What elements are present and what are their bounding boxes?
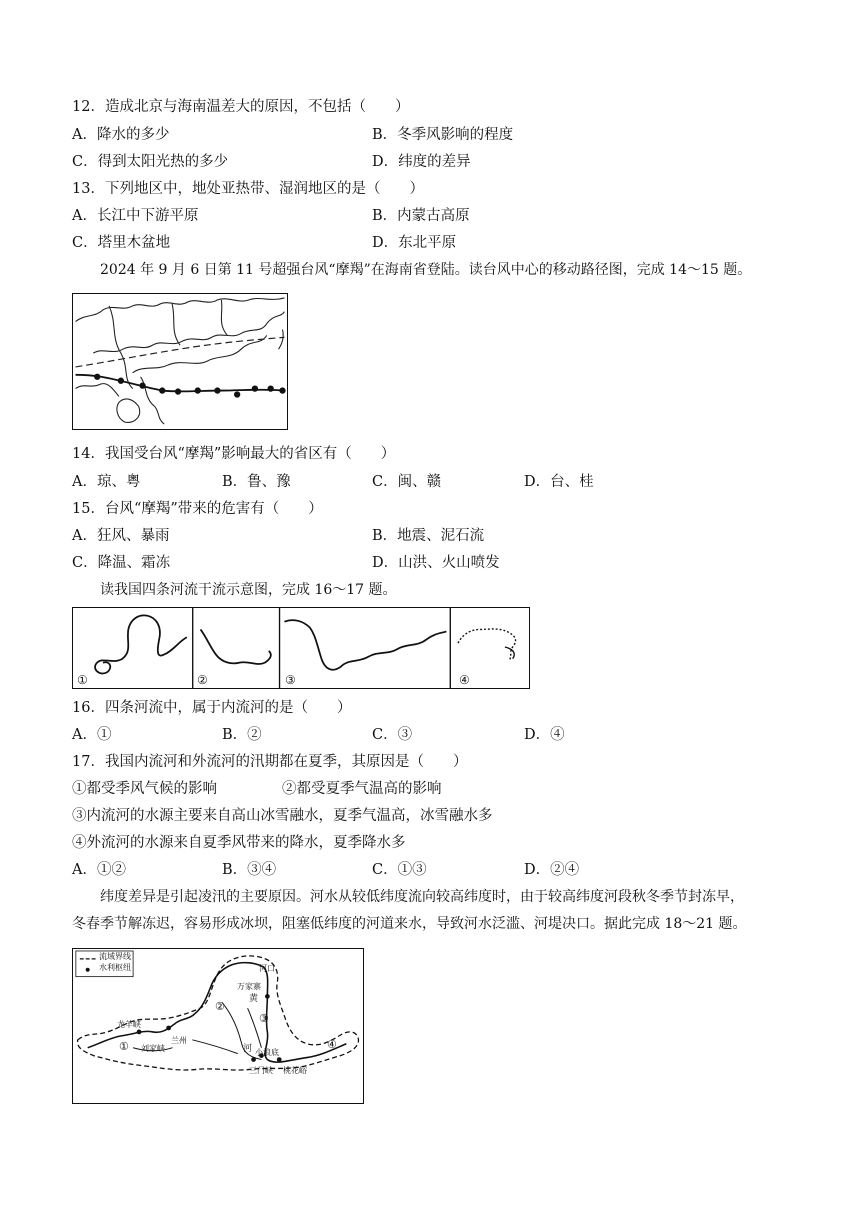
q17-statement-1: ①都受季风气候的影响 <box>72 781 217 797</box>
q16-option-b[interactable]: B．② <box>222 727 262 743</box>
region-3-label: ③ <box>259 1012 269 1025</box>
yellow-river-basin-map <box>72 948 364 1104</box>
q12-option-b[interactable]: B．冬季风影响的程度 <box>372 127 514 143</box>
q12-option-a[interactable]: A．降水的多少 <box>72 127 170 143</box>
label-xiaolangdi: 小浪底 <box>255 1048 279 1057</box>
q15-option-d[interactable]: D．山洪、火山喷发 <box>372 555 500 571</box>
region-1-label: ① <box>119 1040 129 1053</box>
intro-ice-line-2: 冬春季节解冻迟，容易形成冰坝，阻塞低纬度的河道来水，导致河水泛滥、河堤决口。据此完成 18～21 题。 <box>72 916 747 932</box>
q14-option-a[interactable]: A．琼、粤 <box>72 474 141 490</box>
q17-statement-4: ④外流河的水源来自夏季风带来的降水，夏季降水多 <box>72 835 406 851</box>
q14-option-d[interactable]: D．台、桂 <box>524 474 594 490</box>
q17-option-c[interactable]: C．①③ <box>372 862 427 878</box>
q13-stem: 13．下列地区中，地处亚热带、湿润地区的是（ ） <box>72 181 424 197</box>
q13-option-d[interactable]: D．东北平原 <box>372 235 457 251</box>
q13-option-a[interactable]: A．长江中下游平原 <box>72 208 199 224</box>
label-liujiaxia: 刘家峡 <box>141 1044 165 1053</box>
river-panel-1-label: ① <box>77 673 88 687</box>
label-huang: 黄 <box>249 994 259 1004</box>
q17-option-d[interactable]: D．②④ <box>524 862 580 878</box>
region-4-label: ④ <box>327 1038 337 1051</box>
label-longyangxia: 龙羊峡 <box>117 1020 141 1029</box>
intro-rivers: 读我国四条河流干流示意图，完成 16～17 题。 <box>100 582 397 598</box>
typhoon-path-map <box>72 293 288 430</box>
river-panel-3-label: ③ <box>285 673 296 687</box>
q14-stem: 14．我国受台风“摩羯”影响最大的省区有（ ） <box>72 446 396 462</box>
label-he: 河 <box>243 1044 253 1054</box>
region-2-label: ② <box>215 1000 225 1013</box>
label-wanjiazhai: 万家寨 <box>237 982 261 991</box>
rivers-figure <box>72 607 530 689</box>
typhoon-map-svg <box>73 294 287 429</box>
q17-option-b[interactable]: B．③④ <box>222 862 277 878</box>
q15-stem: 15．台风“摩羯”带来的危害有（ ） <box>72 501 323 517</box>
label-sanmenxia: 三门峡 <box>249 1066 273 1075</box>
river-panel-2-label: ② <box>197 673 208 687</box>
q13-option-b[interactable]: B．内蒙古高原 <box>372 208 470 224</box>
q15-option-b[interactable]: B．地震、泥石流 <box>372 528 485 544</box>
q16-option-c[interactable]: C．③ <box>372 727 413 743</box>
label-hekou: 河口 <box>259 964 275 973</box>
q14-option-b[interactable]: B．鲁、豫 <box>222 474 291 490</box>
q15-option-a[interactable]: A．狂风、暴雨 <box>72 528 170 544</box>
q17-statement-3: ③内流河的水源主要来自高山冰雪融水，夏季气温高，冰雪融水多 <box>72 808 493 824</box>
q14-option-c[interactable]: C．闽、赣 <box>372 474 442 490</box>
q16-option-a[interactable]: A．① <box>72 727 112 743</box>
q17-option-a[interactable]: A．①② <box>72 862 126 878</box>
q12-stem: 12．造成北京与海南温差大的原因，不包括（ ） <box>72 99 410 115</box>
q12-option-d[interactable]: D．纬度的差异 <box>372 154 471 170</box>
intro-typhoon: 2024 年 9 月 6 日第 11 号超强台风“摩羯”在海南省登陆。读台风中心的移动路径图，完成 14～15 题。 <box>100 262 752 278</box>
q17-stem: 17．我国内流河和外流河的汛期都在夏季，其原因是（ ） <box>72 754 468 770</box>
legend-boundary-label: 流域界线 <box>99 952 131 961</box>
q17-statement-2: ②都受夏季气温高的影响 <box>282 781 442 797</box>
river-panel-4-label: ④ <box>459 673 470 687</box>
q13-option-c[interactable]: C．塔里木盆地 <box>72 235 171 251</box>
intro-ice-line-1: 纬度差异是引起凌汛的主要原因。河水从较低纬度流向较高纬度时，由于较高纬度河段秋冬季节封冻早， <box>100 889 744 905</box>
legend-hub-label: 水利枢纽 <box>99 963 131 972</box>
q15-option-c[interactable]: C．降温、霜冻 <box>72 555 171 571</box>
q12-option-c[interactable]: C．得到太阳光热的多少 <box>72 154 229 170</box>
q16-option-d[interactable]: D．④ <box>524 727 565 743</box>
q16-stem: 16．四条河流中，属于内流河的是（ ） <box>72 700 352 716</box>
label-lanzhou: 兰州 <box>171 1036 187 1045</box>
label-taohuayu: 桃花峪 <box>283 1066 307 1075</box>
